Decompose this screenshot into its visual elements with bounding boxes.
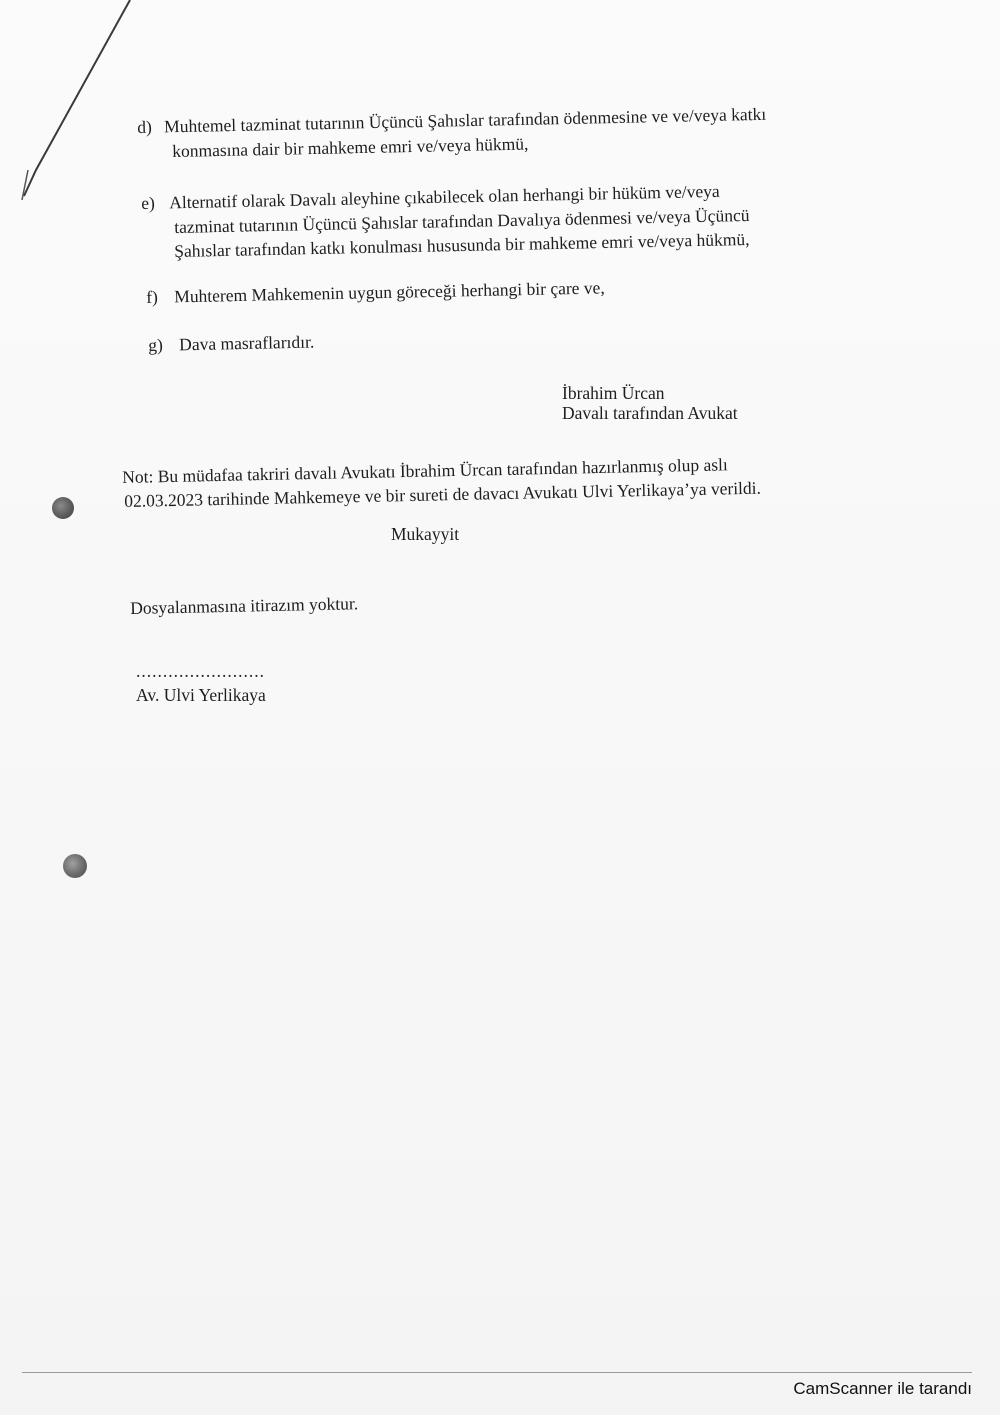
signature-name: İbrahim Ürcan — [562, 383, 665, 403]
scanner-watermark: CamScanner ile tarandı — [793, 1379, 972, 1398]
signature-line: ........................ — [136, 661, 265, 681]
punch-hole — [63, 854, 87, 878]
note-line-2: 02.03.2023 tarihinde Mahkemeye ve bir sureti de davacı Avukatı Ulvi Yerlikaya’ya verildi. — [124, 477, 762, 511]
item-letter: g) — [148, 334, 164, 355]
item-line: Muhtemel tazminat tutarının Üçüncü Şahıslar tarafından ödenmesine ve ve/veya katkı — [163, 103, 767, 137]
page-bottom-edge — [22, 1372, 972, 1373]
item-d-line-2 — [172, 133, 529, 162]
signature-role: Davalı tarafından Avukat — [562, 403, 738, 423]
no-objection-statement: Dosyalanmasına itirazım yoktur. — [130, 593, 359, 618]
item-letter: d) — [137, 116, 153, 137]
item-line: tazminat tutarının Üçüncü Şahıslar tarafından Davalıya ödenmesi ve/veya Üçüncü — [174, 204, 750, 237]
counsel-name: Av. Ulvi Yerlikaya — [136, 685, 266, 705]
item-line: konmasına dair bir mahkeme emri ve/veya hükmü, — [172, 133, 529, 161]
item-line: Alternatif olarak Davalı aleyhine çıkabilecek olan herhangi bir hüküm ve/veya — [168, 180, 720, 213]
item-letter: e) — [141, 192, 156, 213]
note-line-1: Not: Bu müdafaa takriri davalı Avukatı İbrahim Ürcan tarafından hazırlanmış olup aslı — [122, 454, 728, 487]
punch-hole — [52, 497, 74, 519]
item-line: Şahıslar tarafından katkı konulması hususunda bir mahkeme emri ve/veya hükmü, — [174, 228, 750, 261]
item-line: Dava masraflarıdır. — [178, 331, 315, 355]
item-letter: f) — [146, 286, 159, 307]
item-d — [137, 103, 766, 138]
scan-edge-mark — [0, 0, 140, 220]
item-line: Muhterem Mahkemenin uygun göreceği herhangi bir çare ve, — [174, 277, 605, 307]
item-g — [148, 331, 314, 356]
item-f — [146, 276, 605, 308]
registrar-label: Mukayyit — [391, 524, 460, 544]
